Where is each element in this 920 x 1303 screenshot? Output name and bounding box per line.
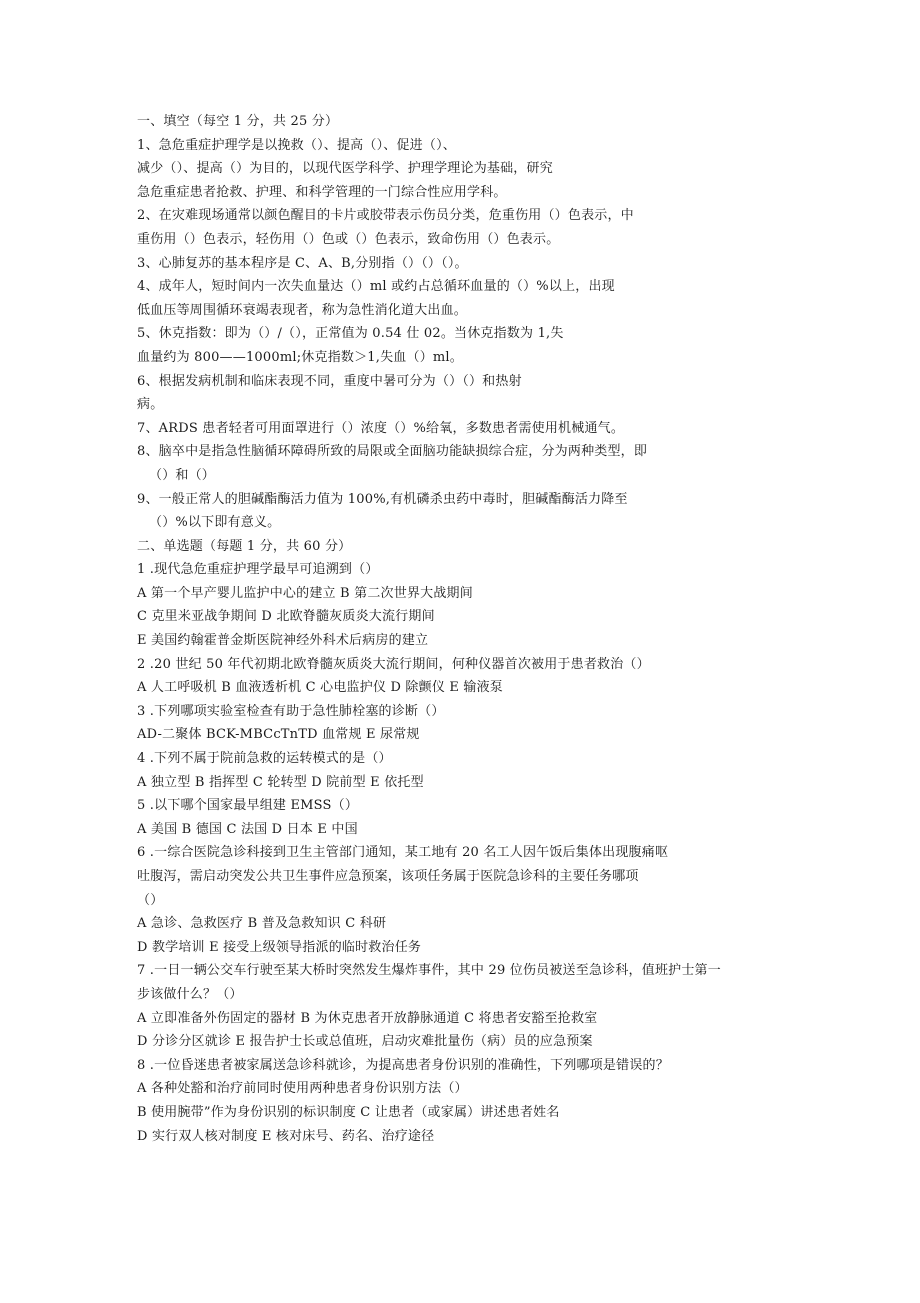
question-line: 4 .下列不属于院前急救的运转模式的是（） (137, 751, 392, 767)
option-line: A 美国 B 德国 C 法国 D 日本 E 中国 (137, 821, 358, 837)
section-heading-single-choice: 二、单选题（每题 1 分，共 60 分） (137, 538, 352, 554)
question-line: 步该做什么？（） (137, 986, 243, 1002)
question-line: 7 .一日一辆公交车行驶至某大桥时突然发生爆炸事件，其中 29 位伤员被送至急诊科，值班护士第一 (137, 963, 721, 979)
question-line: 3、心肺复苏的基本程序是 C、A、B,分别指（）（）（）。 (137, 255, 468, 271)
option-line: D 分诊分区就诊 E 报告护士长或总值班，启动灾难批量伤（病）员的应急预案 (137, 1034, 593, 1050)
question-line: 5 .以下哪个国家最早组建 EMSS（） (137, 798, 359, 814)
option-line: A 急诊、急救医疗 B 普及急救知识 C 科研 (137, 916, 387, 932)
question-line: 3 .下列哪项实验室检查有助于急性肺栓塞的诊断（） (137, 703, 445, 719)
option-line: E 美国约翰霍普金斯医院神经外科术后病房的建立 (137, 633, 429, 649)
question-line: 减少（）、提高（）为目的，以现代医学科学、护理学理论为基础，研究 (137, 161, 553, 177)
option-line: A 各种处豁和治疗前同时使用两种患者身份识别方法（） (137, 1081, 468, 1097)
question-line: 9、一般正常人的胆碱酯酶活力值为 100%,有机磷杀虫药中毒时，胆碱酯酶活力降至 (137, 491, 628, 507)
question-line: 6、根据发病机制和临床表现不同，重度中暑可分为（）（）和热射 (137, 373, 522, 389)
option-line: D 实行双人核对制度 E 核对床号、药名、治疗途径 (137, 1128, 435, 1144)
question-line: 6 .一综合医院急诊科接到卫生主管部门通知，某工地有 20 名工人因午饭后集体出现腹痛呕 (137, 845, 669, 861)
question-line: （）和（） (149, 467, 216, 483)
question-line: 急危重症患者抢救、护理、和科学管理的一门综合性应用学科。 (137, 184, 507, 200)
question-line: 病。 (137, 397, 164, 413)
option-line: A 第一个早产婴儿监护中心的建立 B 第二次世界大战期间 (137, 585, 473, 601)
document-body (137, 110, 817, 1148)
question-line: 低血压等周围循环衰竭表现者，称为急性消化道大出血。 (137, 302, 468, 318)
question-line: 重伤用（）色表示，轻伤用（）色或（）色表示，致命伤用（）色表示。 (137, 231, 560, 247)
question-line: 8、脑卒中是指急性脑循环障碍所致的局限或全面脑功能缺损综合症，分为两种类型，即 (137, 444, 648, 460)
question-line: 1 .现代急危重症护理学最早可追溯到（） (137, 562, 379, 578)
question-line: 2 .20 世纪 50 年代初期北欧脊髓灰质炎大流行期间，何种仪器首次被用于患者救治（） (137, 656, 650, 672)
question-line: 1、急危重症护理学是以挽救（）、提高（）、促进（）、 (137, 137, 456, 153)
option-line: B 使用腕带”作为身份识别的标识制度 C 让患者（或家属）讲述患者姓名 (137, 1104, 560, 1120)
question-line: 8 .一位昏迷患者被家属送急诊科就诊，为提高患者身份识别的准确性，下列哪项是错误的？ (137, 1057, 669, 1073)
option-line: D 教学培训 E 接受上级领导指派的临时救治任务 (137, 939, 422, 955)
question-line: 5、休克指数：即为（）/（），正常值为 0.54 仕 02。当休克指数为 1,失 (137, 326, 564, 342)
question-line: （）%以下即有意义。 (149, 515, 281, 531)
question-line: 吐腹泻，需启动突发公共卫生事件应急预案，该项任务属于医院急诊科的主要任务哪项 (137, 869, 639, 884)
option-line: C 克里米亚战争期间 D 北欧脊髓灰质炎大流行期间 (137, 609, 435, 625)
question-line: （） (137, 892, 164, 908)
option-line: AD-二聚体 BCK-MBCcTnTD 血常规 E 尿常规 (137, 727, 420, 743)
question-line: 血量约为 800——1000ml;休克指数＞1,失血（）ml。 (137, 349, 463, 365)
question-line: 2、在灾难现场通常以颜色醒目的卡片或胶带表示伤员分类，危重伤用（）色表示，中 (137, 208, 634, 224)
question-line: 7、ARDS 患者轻者可用面罩进行（）浓度（）%给氧，多数患者需使用机械通气。 (137, 420, 625, 436)
question-line: 4、成年人，短时间内一次失血量达（）ml 或约占总循环血量的（）%以上，出现 (137, 279, 615, 295)
section-heading-fill-blank: 一、填空（每空 1 分，共 25 分） (137, 114, 339, 129)
option-line: A 人工呼吸机 B 血液透析机 C 心电监护仪 D 除颤仪 E 输液泵 (137, 680, 503, 696)
option-line: A 独立型 B 指挥型 C 轮转型 D 院前型 E 依托型 (137, 774, 424, 790)
option-line: A 立即准备外伤固定的器材 B 为休克患者开放静脉通道 C 将患者安豁至抢救室 (137, 1010, 598, 1026)
